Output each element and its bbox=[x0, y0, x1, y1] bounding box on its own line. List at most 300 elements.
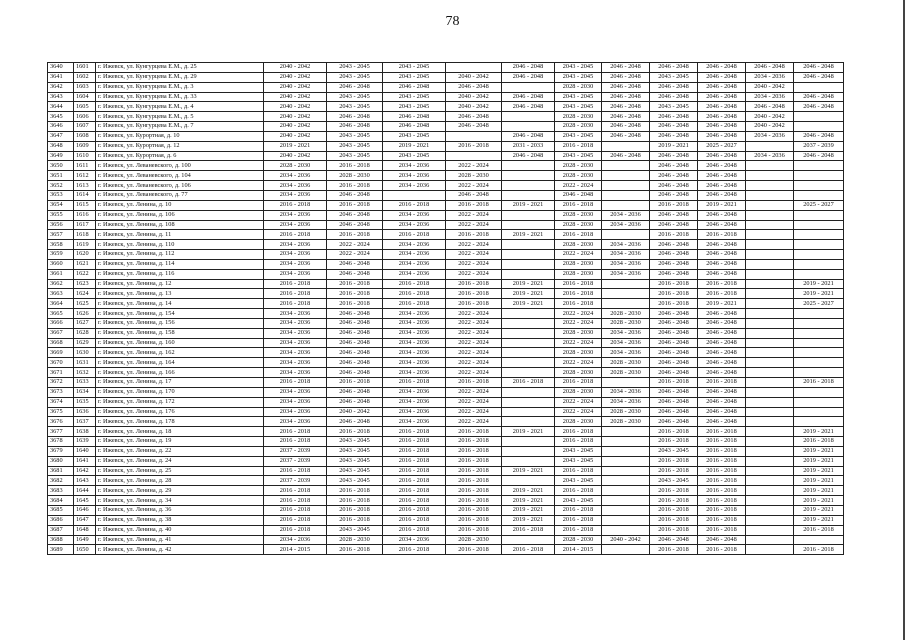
period-cell: 2040 - 2042 bbox=[446, 92, 502, 102]
period-cell: 2016 - 2018 bbox=[698, 515, 746, 525]
period-cell: 2028 - 2030 bbox=[555, 171, 602, 181]
index-cell: 3676 bbox=[48, 417, 74, 427]
index-cell: 1641 bbox=[74, 456, 96, 466]
period-cell bbox=[502, 368, 555, 378]
period-cell: 2019 - 2021 bbox=[502, 427, 555, 437]
period-cell: 2022 - 2024 bbox=[446, 338, 502, 348]
period-cell: 2016 - 2018 bbox=[327, 289, 383, 299]
period-cell bbox=[746, 476, 794, 486]
period-cell: 2014 - 2015 bbox=[264, 545, 327, 555]
period-cell: 2016 - 2018 bbox=[327, 200, 383, 210]
table-row bbox=[48, 279, 844, 289]
index-cell: 3689 bbox=[48, 545, 74, 555]
period-cell: 2043 - 2045 bbox=[383, 92, 446, 102]
index-cell: 3670 bbox=[48, 358, 74, 368]
period-cell: 2022 - 2024 bbox=[446, 210, 502, 220]
index-cell: 1634 bbox=[74, 387, 96, 397]
period-cell bbox=[383, 190, 446, 200]
page-number: 78 bbox=[445, 14, 460, 29]
period-cell: 2016 - 2018 bbox=[698, 456, 746, 466]
period-cell: 2046 - 2048 bbox=[698, 417, 746, 427]
index-cell: 3646 bbox=[48, 122, 74, 132]
index-cell: 1635 bbox=[74, 397, 96, 407]
period-cell: 2043 - 2045 bbox=[327, 525, 383, 535]
period-cell bbox=[794, 407, 844, 417]
table-row bbox=[48, 397, 844, 407]
address-cell: г. Ижевск, ул. Ленина, д. 116 bbox=[96, 269, 264, 279]
table-row bbox=[48, 417, 844, 427]
period-cell: 2016 - 2018 bbox=[446, 437, 502, 447]
period-cell: 2037 - 2039 bbox=[264, 446, 327, 456]
index-cell: 1644 bbox=[74, 486, 96, 496]
period-cell: 2034 - 2036 bbox=[383, 328, 446, 338]
period-cell: 2034 - 2036 bbox=[264, 407, 327, 417]
period-cell: 2016 - 2018 bbox=[794, 437, 844, 447]
period-cell: 2046 - 2048 bbox=[698, 259, 746, 269]
period-cell: 2037 - 2039 bbox=[264, 456, 327, 466]
period-cell: 2034 - 2036 bbox=[264, 328, 327, 338]
period-cell: 2046 - 2048 bbox=[650, 151, 698, 161]
period-cell bbox=[502, 171, 555, 181]
period-cell: 2040 - 2042 bbox=[264, 151, 327, 161]
period-cell: 2043 - 2045 bbox=[555, 131, 602, 141]
index-cell: 1633 bbox=[74, 378, 96, 388]
period-cell: 2046 - 2048 bbox=[698, 348, 746, 358]
period-cell: 2022 - 2024 bbox=[446, 368, 502, 378]
address-cell: г. Ижевск, ул. Ленина, д. 18 bbox=[96, 427, 264, 437]
period-cell bbox=[794, 161, 844, 171]
index-cell: 1627 bbox=[74, 318, 96, 328]
period-cell: 2046 - 2048 bbox=[502, 151, 555, 161]
period-cell: 2016 - 2018 bbox=[446, 505, 502, 515]
period-cell: 2028 - 2030 bbox=[555, 122, 602, 132]
period-cell: 2016 - 2018 bbox=[555, 486, 602, 496]
period-cell: 2022 - 2024 bbox=[446, 397, 502, 407]
period-cell: 2046 - 2048 bbox=[327, 269, 383, 279]
period-cell: 2034 - 2036 bbox=[383, 210, 446, 220]
table-row bbox=[48, 131, 844, 141]
period-cell bbox=[794, 535, 844, 545]
period-cell: 2016 - 2018 bbox=[650, 505, 698, 515]
period-cell bbox=[746, 220, 794, 230]
index-cell: 1609 bbox=[74, 141, 96, 151]
index-cell: 3653 bbox=[48, 190, 74, 200]
period-cell: 2046 - 2048 bbox=[698, 220, 746, 230]
period-cell bbox=[602, 505, 650, 515]
address-cell: г. Ижевск, ул. Ленина, д. 162 bbox=[96, 348, 264, 358]
period-cell: 2034 - 2036 bbox=[602, 269, 650, 279]
period-cell: 2046 - 2048 bbox=[794, 92, 844, 102]
period-cell: 2046 - 2048 bbox=[327, 328, 383, 338]
period-cell: 2034 - 2036 bbox=[383, 338, 446, 348]
period-cell: 2040 - 2042 bbox=[746, 82, 794, 92]
period-cell: 2046 - 2048 bbox=[698, 250, 746, 260]
period-cell: 2016 - 2018 bbox=[327, 496, 383, 506]
period-cell: 2016 - 2018 bbox=[650, 279, 698, 289]
index-cell: 3651 bbox=[48, 171, 74, 181]
address-cell: г. Ижевск, ул. Ленина, д. 25 bbox=[96, 466, 264, 476]
period-cell bbox=[746, 210, 794, 220]
index-cell: 3675 bbox=[48, 407, 74, 417]
table-row bbox=[48, 535, 844, 545]
period-cell: 2028 - 2030 bbox=[446, 171, 502, 181]
table-row bbox=[48, 358, 844, 368]
period-cell: 2016 - 2018 bbox=[383, 545, 446, 555]
period-cell: 2046 - 2048 bbox=[327, 387, 383, 397]
period-cell: 2034 - 2036 bbox=[264, 210, 327, 220]
index-cell: 3652 bbox=[48, 181, 74, 191]
period-cell: 2043 - 2045 bbox=[327, 141, 383, 151]
period-cell: 2022 - 2024 bbox=[446, 309, 502, 319]
period-cell: 2028 - 2030 bbox=[446, 535, 502, 545]
period-cell bbox=[746, 505, 794, 515]
table-row bbox=[48, 505, 844, 515]
table-row bbox=[48, 476, 844, 486]
index-cell: 1601 bbox=[74, 63, 96, 73]
period-cell: 2046 - 2048 bbox=[650, 63, 698, 73]
period-cell: 2016 - 2018 bbox=[383, 378, 446, 388]
period-cell: 2016 - 2018 bbox=[555, 505, 602, 515]
period-cell: 2046 - 2048 bbox=[650, 259, 698, 269]
index-cell: 3649 bbox=[48, 151, 74, 161]
period-cell: 2016 - 2018 bbox=[446, 230, 502, 240]
period-cell bbox=[746, 200, 794, 210]
period-cell bbox=[746, 456, 794, 466]
index-cell: 3674 bbox=[48, 397, 74, 407]
period-cell: 2046 - 2048 bbox=[698, 72, 746, 82]
table-row bbox=[48, 466, 844, 476]
period-cell bbox=[746, 338, 794, 348]
period-cell: 2022 - 2024 bbox=[446, 240, 502, 250]
period-cell: 2016 - 2018 bbox=[698, 437, 746, 447]
period-cell bbox=[602, 476, 650, 486]
period-cell: 2016 - 2018 bbox=[383, 289, 446, 299]
period-cell bbox=[602, 289, 650, 299]
index-cell: 3688 bbox=[48, 535, 74, 545]
period-cell: 2046 - 2048 bbox=[502, 102, 555, 112]
index-cell: 1625 bbox=[74, 299, 96, 309]
period-cell: 2034 - 2036 bbox=[264, 368, 327, 378]
period-cell: 2016 - 2018 bbox=[502, 525, 555, 535]
period-cell: 2046 - 2048 bbox=[650, 309, 698, 319]
period-cell: 2016 - 2018 bbox=[446, 525, 502, 535]
table-row bbox=[48, 496, 844, 506]
index-cell: 1610 bbox=[74, 151, 96, 161]
index-cell: 1628 bbox=[74, 328, 96, 338]
index-cell: 3659 bbox=[48, 250, 74, 260]
period-cell: 2043 - 2045 bbox=[327, 131, 383, 141]
table-row bbox=[48, 171, 844, 181]
period-cell: 2016 - 2018 bbox=[327, 427, 383, 437]
period-cell: 2046 - 2048 bbox=[698, 82, 746, 92]
period-cell: 2028 - 2030 bbox=[555, 259, 602, 269]
period-cell: 2046 - 2048 bbox=[602, 151, 650, 161]
period-cell bbox=[794, 190, 844, 200]
period-cell: 2016 - 2018 bbox=[698, 525, 746, 535]
address-cell: г. Ижевск, ул. Ленина, д. 14 bbox=[96, 299, 264, 309]
period-cell bbox=[602, 437, 650, 447]
period-cell: 2016 - 2018 bbox=[264, 289, 327, 299]
period-cell: 2016 - 2018 bbox=[383, 437, 446, 447]
period-cell: 2046 - 2048 bbox=[698, 338, 746, 348]
index-cell: 1637 bbox=[74, 417, 96, 427]
index-cell: 3657 bbox=[48, 230, 74, 240]
period-cell: 2043 - 2045 bbox=[555, 72, 602, 82]
period-cell: 2028 - 2030 bbox=[555, 387, 602, 397]
period-cell: 2019 - 2021 bbox=[698, 299, 746, 309]
period-cell: 2019 - 2021 bbox=[794, 289, 844, 299]
period-cell: 2034 - 2036 bbox=[602, 348, 650, 358]
period-cell bbox=[746, 259, 794, 269]
address-cell: г. Ижевск, ул. Кунгурцева Е.М., д. 33 bbox=[96, 92, 264, 102]
table-row bbox=[48, 486, 844, 496]
table-row bbox=[48, 250, 844, 260]
index-cell: 3663 bbox=[48, 289, 74, 299]
period-cell: 2046 - 2048 bbox=[650, 82, 698, 92]
period-cell bbox=[746, 496, 794, 506]
period-cell bbox=[746, 348, 794, 358]
period-cell: 2022 - 2024 bbox=[555, 250, 602, 260]
period-cell: 2046 - 2048 bbox=[698, 151, 746, 161]
period-cell: 2016 - 2018 bbox=[446, 427, 502, 437]
period-cell: 2016 - 2018 bbox=[446, 200, 502, 210]
period-cell: 2034 - 2036 bbox=[383, 250, 446, 260]
period-cell: 2046 - 2048 bbox=[746, 102, 794, 112]
period-cell: 2046 - 2048 bbox=[698, 328, 746, 338]
period-cell: 2016 - 2018 bbox=[446, 141, 502, 151]
period-cell: 2016 - 2018 bbox=[650, 299, 698, 309]
period-cell: 2043 - 2045 bbox=[555, 92, 602, 102]
period-cell: 2037 - 2039 bbox=[794, 141, 844, 151]
period-cell: 2016 - 2018 bbox=[383, 279, 446, 289]
period-cell: 2034 - 2036 bbox=[383, 387, 446, 397]
period-cell bbox=[746, 417, 794, 427]
period-cell: 2043 - 2045 bbox=[650, 102, 698, 112]
period-cell: 2034 - 2036 bbox=[264, 250, 327, 260]
period-cell: 2019 - 2021 bbox=[502, 299, 555, 309]
index-cell: 3681 bbox=[48, 466, 74, 476]
period-cell bbox=[502, 259, 555, 269]
period-cell: 2043 - 2045 bbox=[555, 446, 602, 456]
period-cell: 2046 - 2048 bbox=[698, 190, 746, 200]
period-cell: 2016 - 2018 bbox=[327, 505, 383, 515]
table-row bbox=[48, 387, 844, 397]
period-cell: 2046 - 2048 bbox=[698, 161, 746, 171]
period-cell: 2016 - 2018 bbox=[698, 279, 746, 289]
index-cell: 3685 bbox=[48, 505, 74, 515]
period-cell: 2034 - 2036 bbox=[602, 328, 650, 338]
table-row bbox=[48, 220, 844, 230]
period-cell: 2022 - 2024 bbox=[446, 407, 502, 417]
schedule-table bbox=[47, 62, 844, 555]
period-cell: 2046 - 2048 bbox=[650, 338, 698, 348]
period-cell bbox=[602, 161, 650, 171]
period-cell: 2025 - 2027 bbox=[794, 200, 844, 210]
period-cell: 2022 - 2024 bbox=[555, 338, 602, 348]
index-cell: 1649 bbox=[74, 535, 96, 545]
period-cell: 2016 - 2018 bbox=[446, 378, 502, 388]
period-cell: 2043 - 2045 bbox=[327, 102, 383, 112]
address-cell: г. Ижевск, ул. Леваневского, д. 104 bbox=[96, 171, 264, 181]
period-cell: 2046 - 2048 bbox=[698, 309, 746, 319]
period-cell bbox=[746, 289, 794, 299]
period-cell: 2022 - 2024 bbox=[555, 397, 602, 407]
period-cell: 2043 - 2045 bbox=[383, 63, 446, 73]
period-cell: 2034 - 2036 bbox=[383, 368, 446, 378]
index-cell: 1639 bbox=[74, 437, 96, 447]
period-cell bbox=[602, 141, 650, 151]
period-cell: 2043 - 2045 bbox=[383, 151, 446, 161]
period-cell: 2022 - 2024 bbox=[446, 259, 502, 269]
address-cell: г. Ижевск, ул. Ленина, д. 28 bbox=[96, 476, 264, 486]
address-cell: г. Ижевск, ул. Ленина, д. 10 bbox=[96, 200, 264, 210]
index-cell: 1617 bbox=[74, 220, 96, 230]
period-cell: 2043 - 2045 bbox=[327, 476, 383, 486]
period-cell bbox=[746, 427, 794, 437]
period-cell: 2028 - 2030 bbox=[602, 309, 650, 319]
period-cell: 2046 - 2048 bbox=[502, 92, 555, 102]
period-cell: 2022 - 2024 bbox=[555, 407, 602, 417]
period-cell: 2046 - 2048 bbox=[446, 112, 502, 122]
period-cell bbox=[502, 210, 555, 220]
period-cell: 2046 - 2048 bbox=[602, 102, 650, 112]
period-cell: 2034 - 2036 bbox=[383, 397, 446, 407]
period-cell bbox=[746, 437, 794, 447]
table-row bbox=[48, 141, 844, 151]
period-cell: 2046 - 2048 bbox=[698, 240, 746, 250]
period-cell: 2046 - 2048 bbox=[650, 161, 698, 171]
period-cell: 2046 - 2048 bbox=[650, 250, 698, 260]
period-cell: 2028 - 2030 bbox=[555, 112, 602, 122]
table-row bbox=[48, 112, 844, 122]
period-cell bbox=[746, 525, 794, 535]
address-cell: г. Ижевск, ул. Кунгурцева Е.М., д. 5 bbox=[96, 112, 264, 122]
period-cell: 2016 - 2018 bbox=[555, 289, 602, 299]
address-cell: г. Ижевск, ул. Ленина, д. 176 bbox=[96, 407, 264, 417]
period-cell: 2046 - 2048 bbox=[502, 131, 555, 141]
period-cell bbox=[502, 318, 555, 328]
period-cell: 2046 - 2048 bbox=[327, 122, 383, 132]
address-cell: г. Ижевск, ул. Кунгурцева Е.М., д. 29 bbox=[96, 72, 264, 82]
period-cell: 2016 - 2018 bbox=[794, 525, 844, 535]
period-cell: 2043 - 2045 bbox=[555, 63, 602, 73]
period-cell: 2019 - 2021 bbox=[264, 141, 327, 151]
period-cell: 2016 - 2018 bbox=[555, 466, 602, 476]
period-cell: 2022 - 2024 bbox=[446, 161, 502, 171]
period-cell: 2016 - 2018 bbox=[555, 141, 602, 151]
index-cell: 1645 bbox=[74, 496, 96, 506]
period-cell bbox=[602, 515, 650, 525]
period-cell: 2016 - 2018 bbox=[650, 200, 698, 210]
address-cell: г. Ижевск, ул. Леваневского, д. 77 bbox=[96, 190, 264, 200]
period-cell: 2016 - 2018 bbox=[383, 230, 446, 240]
period-cell bbox=[502, 190, 555, 200]
address-cell: г. Ижевск, ул. Ленина, д. 38 bbox=[96, 515, 264, 525]
period-cell bbox=[602, 299, 650, 309]
table-row bbox=[48, 269, 844, 279]
period-cell: 2046 - 2048 bbox=[698, 535, 746, 545]
period-cell bbox=[602, 545, 650, 555]
period-cell: 2043 - 2045 bbox=[327, 63, 383, 73]
table-row bbox=[48, 151, 844, 161]
table-row bbox=[48, 299, 844, 309]
period-cell: 2019 - 2021 bbox=[794, 486, 844, 496]
period-cell: 2016 - 2018 bbox=[698, 446, 746, 456]
table-row bbox=[48, 427, 844, 437]
period-cell bbox=[746, 387, 794, 397]
address-cell: г. Ижевск, ул. Ленина, д. 160 bbox=[96, 338, 264, 348]
period-cell: 2034 - 2036 bbox=[383, 269, 446, 279]
period-cell: 2046 - 2048 bbox=[650, 181, 698, 191]
period-cell: 2046 - 2048 bbox=[502, 63, 555, 73]
address-cell: г. Ижевск, ул. Ленина, д. 17 bbox=[96, 378, 264, 388]
period-cell: 2016 - 2018 bbox=[698, 476, 746, 486]
table-row bbox=[48, 525, 844, 535]
index-cell: 1638 bbox=[74, 427, 96, 437]
table-row bbox=[48, 515, 844, 525]
period-cell: 2019 - 2021 bbox=[502, 230, 555, 240]
index-cell: 1603 bbox=[74, 82, 96, 92]
period-cell: 2046 - 2048 bbox=[650, 397, 698, 407]
period-cell: 2046 - 2048 bbox=[650, 417, 698, 427]
period-cell: 2046 - 2048 bbox=[650, 240, 698, 250]
period-cell: 2046 - 2048 bbox=[327, 368, 383, 378]
index-cell: 3656 bbox=[48, 220, 74, 230]
index-cell: 3666 bbox=[48, 318, 74, 328]
address-cell: г. Ижевск, ул. Ленина, д. 40 bbox=[96, 525, 264, 535]
period-cell: 2046 - 2048 bbox=[602, 122, 650, 132]
period-cell bbox=[794, 397, 844, 407]
table-row bbox=[48, 437, 844, 447]
period-cell bbox=[602, 378, 650, 388]
period-cell bbox=[602, 496, 650, 506]
period-cell: 2046 - 2048 bbox=[650, 348, 698, 358]
period-cell: 2022 - 2024 bbox=[446, 220, 502, 230]
period-cell: 2016 - 2018 bbox=[698, 505, 746, 515]
period-cell bbox=[794, 417, 844, 427]
period-cell: 2028 - 2030 bbox=[602, 417, 650, 427]
index-cell: 1629 bbox=[74, 338, 96, 348]
address-cell: г. Ижевск, ул. Леваневского, д. 100 bbox=[96, 161, 264, 171]
period-cell: 2046 - 2048 bbox=[327, 358, 383, 368]
index-cell: 1615 bbox=[74, 200, 96, 210]
period-cell: 2019 - 2021 bbox=[502, 466, 555, 476]
address-cell: г. Ижевск, ул. Ленина, д. 29 bbox=[96, 486, 264, 496]
period-cell bbox=[602, 446, 650, 456]
period-cell: 2037 - 2039 bbox=[264, 476, 327, 486]
index-cell: 3684 bbox=[48, 496, 74, 506]
table-row bbox=[48, 456, 844, 466]
index-cell: 3668 bbox=[48, 338, 74, 348]
period-cell: 2016 - 2018 bbox=[794, 378, 844, 388]
period-cell: 2046 - 2048 bbox=[650, 190, 698, 200]
period-cell: 2046 - 2048 bbox=[602, 72, 650, 82]
period-cell: 2022 - 2024 bbox=[555, 181, 602, 191]
period-cell: 2028 - 2030 bbox=[602, 407, 650, 417]
period-cell bbox=[502, 250, 555, 260]
period-cell: 2034 - 2036 bbox=[383, 181, 446, 191]
table-row bbox=[48, 82, 844, 92]
period-cell: 2043 - 2045 bbox=[327, 151, 383, 161]
index-cell: 1650 bbox=[74, 545, 96, 555]
period-cell: 2046 - 2048 bbox=[698, 318, 746, 328]
period-cell bbox=[746, 358, 794, 368]
index-cell: 1624 bbox=[74, 289, 96, 299]
period-cell bbox=[746, 466, 794, 476]
period-cell: 2016 - 2018 bbox=[650, 545, 698, 555]
period-cell: 2043 - 2045 bbox=[555, 151, 602, 161]
period-cell: 2019 - 2021 bbox=[794, 476, 844, 486]
